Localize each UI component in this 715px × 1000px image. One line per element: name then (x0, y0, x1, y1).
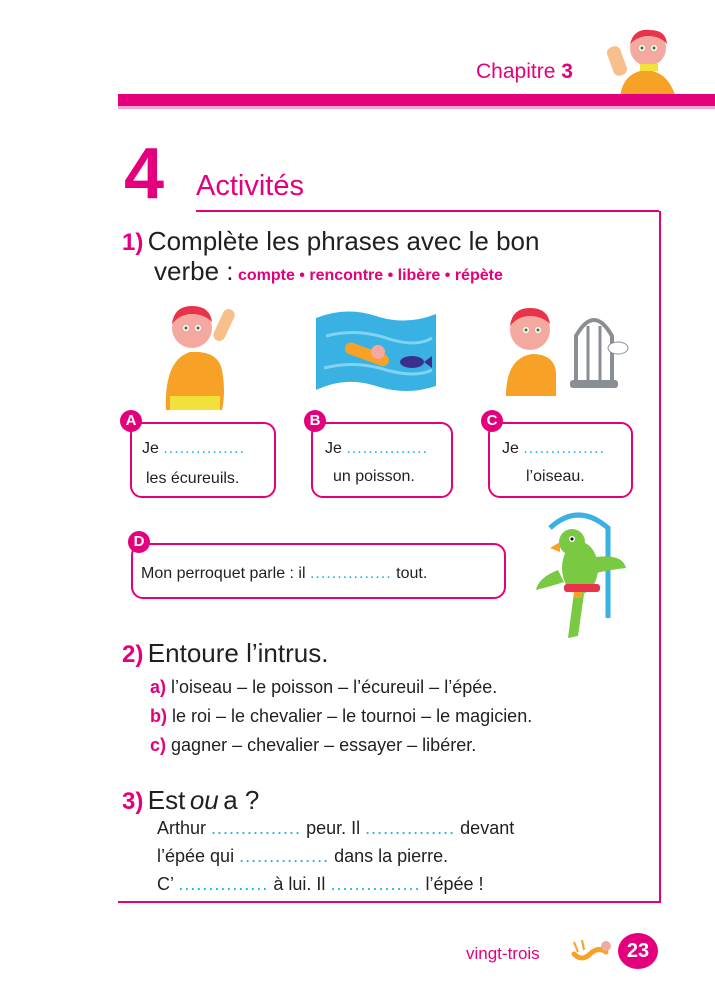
sentence-box-d (131, 543, 506, 599)
q1-heading (122, 226, 539, 257)
box-a-blank[interactable]: ............... (163, 440, 246, 457)
badge-b: B (304, 410, 326, 432)
q3-blank-5[interactable]: ............... (330, 874, 421, 894)
box-a-line2: les écureuils. (146, 470, 240, 487)
q2-item-c[interactable]: c) gagner – chevalier – essayer – libérer. (150, 735, 477, 755)
sentence-box-c (488, 422, 633, 498)
q2-item-a[interactable]: a) l’oiseau – le poisson – l’écureuil – l’épée. (150, 677, 498, 697)
section-title: Activités (196, 170, 304, 202)
q3-blank-4[interactable]: ............... (178, 874, 269, 894)
sentence-box-b (311, 422, 453, 498)
q1-line1: Complète les phrases avec le bon (147, 226, 540, 256)
parrot-illustration (528, 508, 628, 644)
badge-a: A (120, 410, 142, 432)
q1-line2-row (154, 256, 503, 287)
q3-blank-2[interactable]: ............... (365, 818, 456, 838)
kid-birdcage-illustration (498, 296, 638, 396)
kid-waving-illustration (604, 24, 690, 98)
box-b-line2: un poisson. (333, 468, 415, 485)
box-c-line2: l’oiseau. (526, 468, 585, 485)
section-number: 4 (124, 134, 165, 214)
chapter-heading: Chapitre 3 (476, 60, 573, 83)
badge-d: D (128, 531, 150, 553)
q3-title-ou: ou (189, 785, 219, 815)
q3-number: 3) (122, 788, 144, 815)
q3-line3: C’ ............... à lui. Il ............... l’épée ! (157, 874, 484, 894)
badge-c: C (481, 410, 503, 432)
q1-line2: verbe : (154, 256, 234, 286)
box-c-blank[interactable]: ............... (523, 440, 606, 457)
box-b-blank[interactable]: ............... (346, 440, 429, 457)
sentence-box-a (130, 422, 276, 498)
worm-icon (570, 934, 612, 966)
page-word: vingt-trois (466, 944, 540, 963)
q1-number: 1) (122, 229, 144, 256)
box-c-line1: Je ............... (502, 440, 606, 457)
verb-list: compte • rencontre • libère • répète (237, 267, 503, 284)
q3-blank-1[interactable]: ............... (211, 818, 302, 838)
q3-line1: Arthur ............... peur. Il ............... devant (157, 818, 515, 838)
page-number-badge: 23 (618, 933, 658, 969)
underwater-swimmer-illustration (316, 306, 436, 394)
q2-heading (122, 638, 328, 669)
box-d-blank[interactable]: ............... (309, 565, 392, 582)
header-bar (118, 94, 715, 106)
box-b-line1: Je ............... (325, 440, 429, 457)
q2-item-b[interactable]: b) le roi – le chevalier – le tournoi – le magicien. (150, 706, 533, 726)
q3-blank-3[interactable]: ............... (239, 846, 330, 866)
q3-line2: l’épée qui ............... dans la pierre. (157, 846, 449, 866)
q3-heading: 3) Est ou a ? (122, 785, 260, 815)
box-d-line: Mon perroquet parle : il ............... tout. (141, 565, 428, 582)
q2-number: 2) (122, 641, 144, 668)
kid-pointing-illustration (160, 300, 242, 410)
q2-title: Entoure l’intrus. (147, 638, 329, 668)
box-a-line1: Je ............... (142, 440, 246, 457)
